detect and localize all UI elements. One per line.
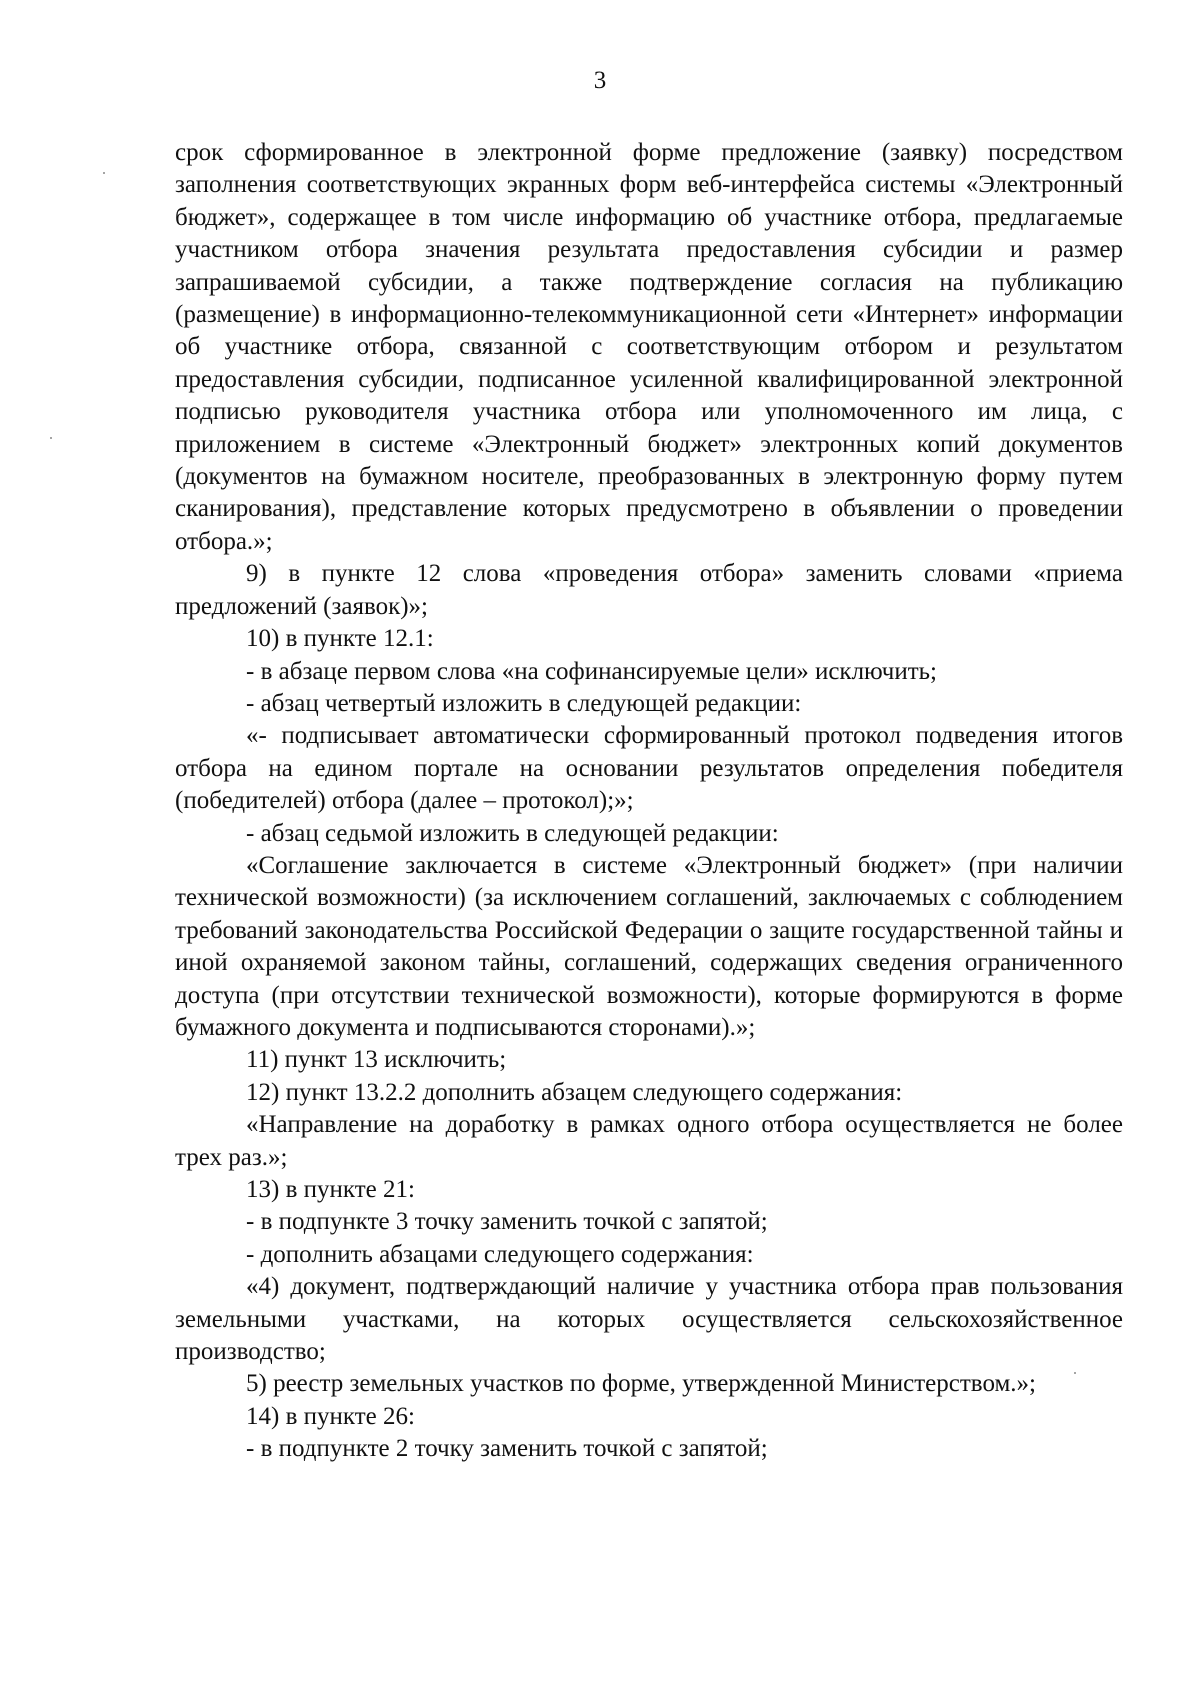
paragraph-item-13-sub-1: - в подпункте 3 точку заменить точкой с запятой; — [246, 1208, 768, 1236]
paragraph-item-10: 10) в пункте 12.1: — [246, 625, 434, 653]
paragraph-item-12: 12) пункт 13.2.2 дополнить абзацем следующего содержания: — [246, 1078, 903, 1106]
document-body — [175, 137, 1123, 1466]
paragraph-item-10-sub-1: - в абзаце первом слова «на софинансируемые цели» исключить; — [246, 657, 937, 685]
paragraph-application-submission: срок сформированное в электронной форме предложение (заявку) посредством заполнения соответствующих экранных форм веб-интерфейса системы «Электронный бюджет», содержащее в том числе информацию об участнике отбора, предлагаемые участником отбора значения результата предоставления субсидии и размер запрашиваемой субсидии, а также подтверждение согласия на публикацию (размещение) в информационно-телекоммуникационной сети «Интернет» информации об участнике отбора, связанной с соответствующим отбором и результатом предоставления субсидии, подписанное усиленной квалифицированной электронной подписью руководителя участника отбора или уполномоченного им лица, с приложением в системе «Электронный бюджет» электронных копий документов (документов на бумажном носителе, преобразованных в электронную форму путем сканирования), представление которых предусмотрено в объявлении о проведении отбора.»; — [175, 139, 1123, 555]
paragraph-item-14: 14) в пункте 26: — [246, 1402, 415, 1430]
paragraph-item-11: 11) пункт 13 исключить; — [246, 1046, 507, 1074]
paragraph-revision-quote: «Направление на доработку в рамках одного отбора осуществляется не более трех раз.»; — [175, 1111, 1123, 1171]
paragraph-item-14-sub-1: - в подпункте 2 точку заменить точкой с запятой; — [246, 1435, 768, 1463]
scan-speck — [1074, 1372, 1076, 1374]
paragraph-land-registry-quote: 5) реестр земельных участков по форме, утвержденной Министерством.»; — [246, 1370, 1036, 1398]
paragraph-land-rights-quote: «4) документ, подтверждающий наличие у участника отбора прав пользования земельными участками, на которых осуществляется сельскохозяйственное производство; — [175, 1273, 1123, 1366]
scan-speck — [50, 437, 52, 439]
paragraph-item-13-sub-2: - дополнить абзацами следующего содержания: — [246, 1240, 754, 1268]
paragraph-item-10-sub-3: - абзац седьмой изложить в следующей редакции: — [246, 819, 779, 847]
paragraph-item-13: 13) в пункте 21: — [246, 1176, 415, 1203]
page-number: 3 — [593, 67, 607, 94]
paragraph-item-10-sub-2: - абзац четвертый изложить в следующей редакции: — [246, 689, 802, 717]
paragraph-protocol-quote: «- подписывает автоматически сформированный протокол подведения итогов отбора на едином портале на основании результатов определения победителя (победителей) отбора (далее – протокол);»; — [175, 722, 1123, 815]
paragraph-agreement-quote: «Соглашение заключается в системе «Электронный бюджет» (при наличии технической возможности) (за исключением соглашений, заключаемых с соблюдением требований законодательства Российской Федерации о защите государственной тайны и иной охраняемой законом тайны, соглашений, содержащих сведения ограниченного доступа (при отсутствии технической возможности), которые формируются в форме бумажного документа и подписываются сторонами).»; — [175, 851, 1123, 1041]
paragraph-item-9: 9) в пункте 12 слова «проведения отбора» заменить словами «приема предложений (заявок)»; — [175, 560, 1123, 620]
scan-speck — [103, 172, 105, 174]
